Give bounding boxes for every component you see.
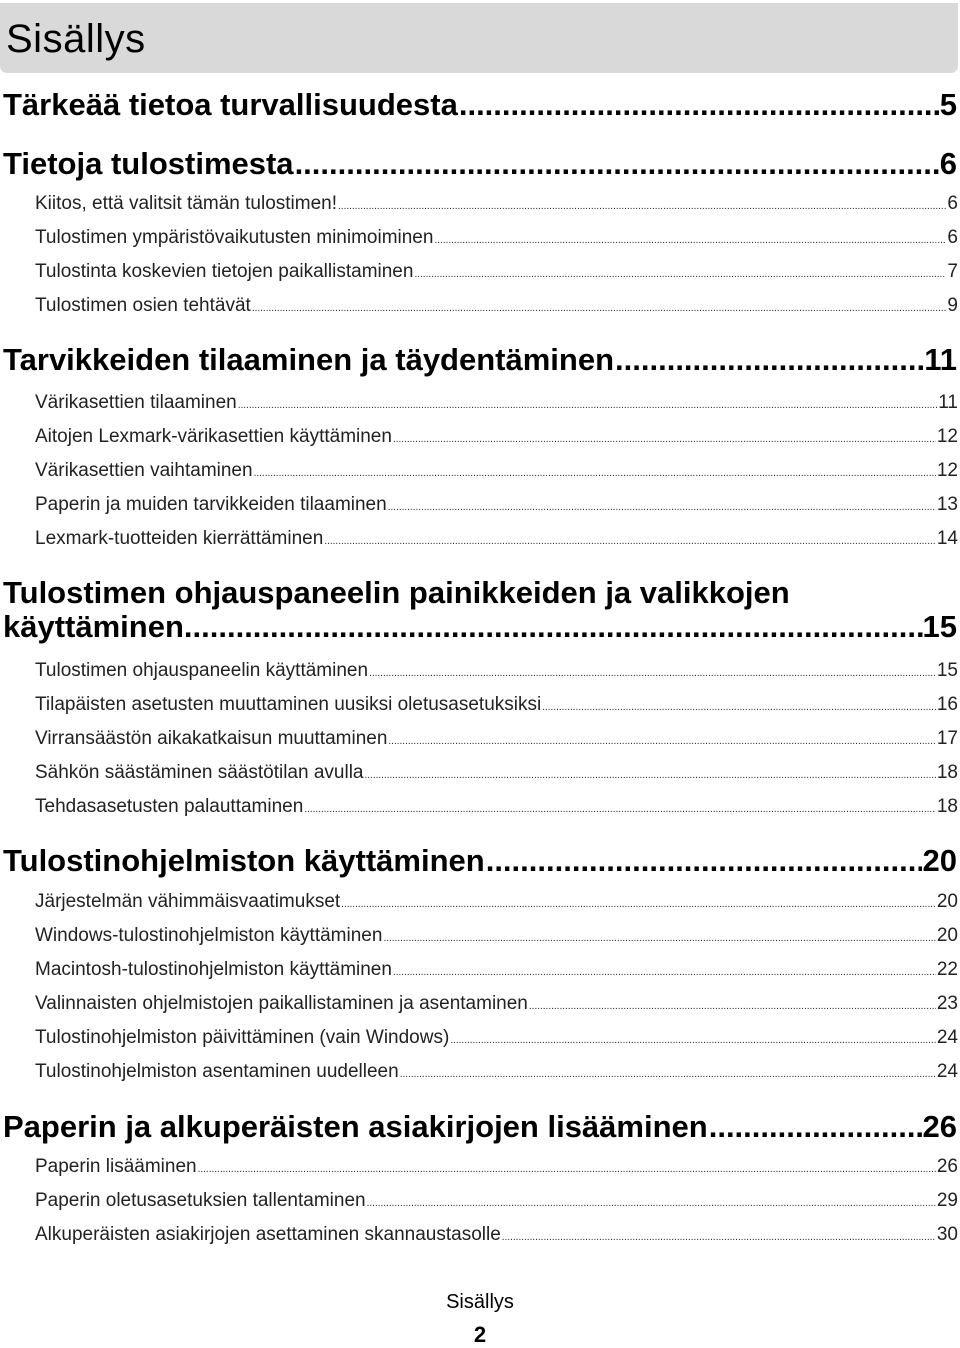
dot-leader <box>198 1157 936 1180</box>
toc-entry[interactable] <box>35 794 958 820</box>
toc-entry[interactable] <box>35 191 958 217</box>
toc-entry-page: 24 <box>936 1061 958 1082</box>
toc-entry[interactable] <box>35 889 958 915</box>
toc-entry-title: Tilapäisten asetusten muuttaminen uusiksi oletusasetuksiksi <box>35 694 542 715</box>
toc-entry-page: 26 <box>936 1156 958 1177</box>
toc-entry[interactable] <box>35 957 958 983</box>
toc-entry-page: 13 <box>936 494 958 515</box>
toc-entry-page: 6 <box>947 227 958 248</box>
dot-leader <box>388 495 936 518</box>
toc-entry-title: Valinnaisten ohjelmistojen paikallistaminen ja asentaminen <box>35 993 528 1014</box>
dot-leader <box>367 1191 936 1214</box>
toc-entry[interactable] <box>35 760 958 786</box>
toc-entry[interactable] <box>35 424 958 450</box>
toc-entry-title: Värikasettien tilaaminen <box>35 392 237 413</box>
dot-leader <box>615 342 923 378</box>
dot-leader <box>450 1028 936 1051</box>
toc-entry-page: 16 <box>936 694 958 715</box>
toc-entry-title: Tehdasasetusten palauttaminen <box>35 796 304 817</box>
toc-entry[interactable] <box>35 458 958 484</box>
dot-leader <box>295 146 939 182</box>
dot-leader <box>400 1062 936 1085</box>
toc-entry-title: Paperin ja muiden tarvikkeiden tilaaminen <box>35 494 387 515</box>
toc-section-page: 5 <box>939 87 957 122</box>
toc-entry[interactable] <box>35 526 958 552</box>
dot-leader <box>529 994 936 1017</box>
footer-label: Sisällys <box>446 1291 514 1313</box>
toc-entry-title: Lexmark-tuotteiden kierrättäminen <box>35 528 324 549</box>
toc-entry[interactable] <box>35 991 958 1017</box>
toc-entry[interactable] <box>35 692 958 718</box>
toc-entry-title: Macintosh-tulostinohjelmiston käyttäminen <box>35 959 392 980</box>
toc-section-page: 6 <box>939 146 957 181</box>
dot-leader <box>414 262 946 285</box>
toc-entry[interactable] <box>35 259 958 285</box>
toc-entry[interactable] <box>35 225 958 251</box>
toc-entry-page: 14 <box>936 528 958 549</box>
toc-entry-title: Paperin oletusasetuksien tallentaminen <box>35 1190 366 1211</box>
toc-section-title: Tulostinohjelmiston käyttäminen <box>3 843 485 878</box>
toc-entry-page: 29 <box>936 1190 958 1211</box>
toc-section-title: Tietoja tulostimesta <box>3 146 294 181</box>
toc-entry-title: Virransäästön aikakatkaisun muuttaminen <box>35 728 388 749</box>
toc-entry-title: Värikasettien vaihtaminen <box>35 460 253 481</box>
toc-entry-title: Tulostinta koskevien tietojen paikallistaminen <box>35 261 414 282</box>
dot-leader <box>434 228 946 251</box>
toc-entry-title: Järjestelmän vähimmäisvaatimukset <box>35 891 341 912</box>
toc-entry[interactable] <box>35 293 958 319</box>
toc-entry-page: 11 <box>938 392 958 413</box>
toc-section-page: 15 <box>922 610 957 644</box>
toc-entry[interactable] <box>35 1025 958 1051</box>
toc-section-heading[interactable] <box>3 576 957 646</box>
toc-entry-page: 24 <box>936 1027 958 1048</box>
dot-leader <box>338 194 946 217</box>
toc-entry-title: Tulostimen osien tehtävät <box>35 295 251 316</box>
toc-entry-page: 18 <box>936 762 958 783</box>
dot-leader <box>254 461 936 484</box>
toc-entry-page: 15 <box>936 660 958 681</box>
footer-page-number: 2 <box>473 1322 487 1347</box>
dot-leader <box>393 427 936 450</box>
toc-entry-title: Tulostinohjelmiston asentaminen uudelleen <box>35 1061 399 1082</box>
toc-section-heading[interactable] <box>3 342 957 378</box>
toc-entry[interactable] <box>35 1059 958 1085</box>
toc-section-page: 11 <box>924 342 957 377</box>
toc-entry-page: 17 <box>936 728 958 749</box>
title-bar <box>0 3 958 73</box>
dot-leader <box>252 296 947 319</box>
toc-section-title: Paperin ja alkuperäisten asiakirjojen lisääminen <box>3 1109 708 1144</box>
toc-entry-title: Windows-tulostinohjelmiston käyttäminen <box>35 925 383 946</box>
toc-entry-page: 23 <box>936 993 958 1014</box>
toc-section-heading[interactable] <box>3 1109 957 1145</box>
toc-section-title: käyttäminen <box>3 610 184 644</box>
toc-entry-page: 7 <box>947 261 958 282</box>
toc-entry-page: 30 <box>936 1224 958 1245</box>
toc-section-heading[interactable] <box>3 146 957 182</box>
toc-entry-page: 12 <box>936 460 958 481</box>
toc-entry-page: 20 <box>936 925 958 946</box>
toc-entry-page: 22 <box>936 959 958 980</box>
dot-leader <box>184 610 923 644</box>
toc-section-title-continued <box>3 610 957 646</box>
toc-entry[interactable] <box>35 726 958 752</box>
toc-entry-page: 12 <box>936 426 958 447</box>
dot-leader <box>393 960 936 983</box>
dot-leader <box>364 763 935 786</box>
toc-entry-page: 9 <box>947 295 958 316</box>
dot-leader <box>542 695 936 718</box>
toc-entry[interactable] <box>35 1154 958 1180</box>
toc-entry-page: 20 <box>936 891 958 912</box>
toc-entry-title: Kiitos, että valitsit tämän tulostimen! <box>35 193 338 214</box>
toc-entry-title: Alkuperäisten asiakirjojen asettaminen skannaustasolle <box>35 1224 501 1245</box>
toc-entry-title: Tulostimen ympäristövaikutusten minimoiminen <box>35 227 434 248</box>
dot-leader <box>388 729 935 752</box>
toc-section-title: Tulostimen ohjauspaneelin painikkeiden ja valikkojen <box>3 575 790 610</box>
toc-entry[interactable] <box>35 492 958 518</box>
toc-section-heading[interactable] <box>3 843 957 879</box>
toc-entry-page: 6 <box>947 193 958 214</box>
dot-leader <box>502 1225 936 1248</box>
dot-leader <box>304 797 936 820</box>
toc-entry-title: Tulostimen ohjauspaneelin käyttäminen <box>35 660 369 681</box>
toc-section-page: 26 <box>922 1109 957 1144</box>
toc-entry-title: Paperin lisääminen <box>35 1156 197 1177</box>
page-title: Sisällys <box>6 17 146 61</box>
dot-leader <box>459 87 939 123</box>
toc-entry-title: Aitojen Lexmark-värikasettien käyttäminen <box>35 426 392 447</box>
toc-entry[interactable] <box>35 1188 958 1214</box>
dot-leader <box>709 1109 922 1145</box>
toc-entry[interactable] <box>35 390 958 416</box>
toc-section-title: Tärkeää tietoa turvallisuudesta <box>3 87 458 122</box>
dot-leader <box>341 892 936 915</box>
dot-leader <box>383 926 935 949</box>
toc-section-title: Tarvikkeiden tilaaminen ja täydentäminen <box>3 342 615 377</box>
toc-section-page: 20 <box>922 843 957 878</box>
toc-entry-page: 18 <box>936 796 958 817</box>
toc-entry[interactable] <box>35 1222 958 1248</box>
toc-entry[interactable] <box>35 923 958 949</box>
dot-leader <box>238 393 938 416</box>
dot-leader <box>486 843 922 879</box>
toc-entry-title: Tulostinohjelmiston päivittäminen (vain Windows) <box>35 1027 450 1048</box>
dot-leader <box>369 661 936 684</box>
toc-entry-title: Sähkön säästäminen säästötilan avulla <box>35 762 364 783</box>
toc-entry[interactable] <box>35 658 958 684</box>
dot-leader <box>324 529 936 552</box>
toc-section-heading[interactable] <box>3 87 957 123</box>
